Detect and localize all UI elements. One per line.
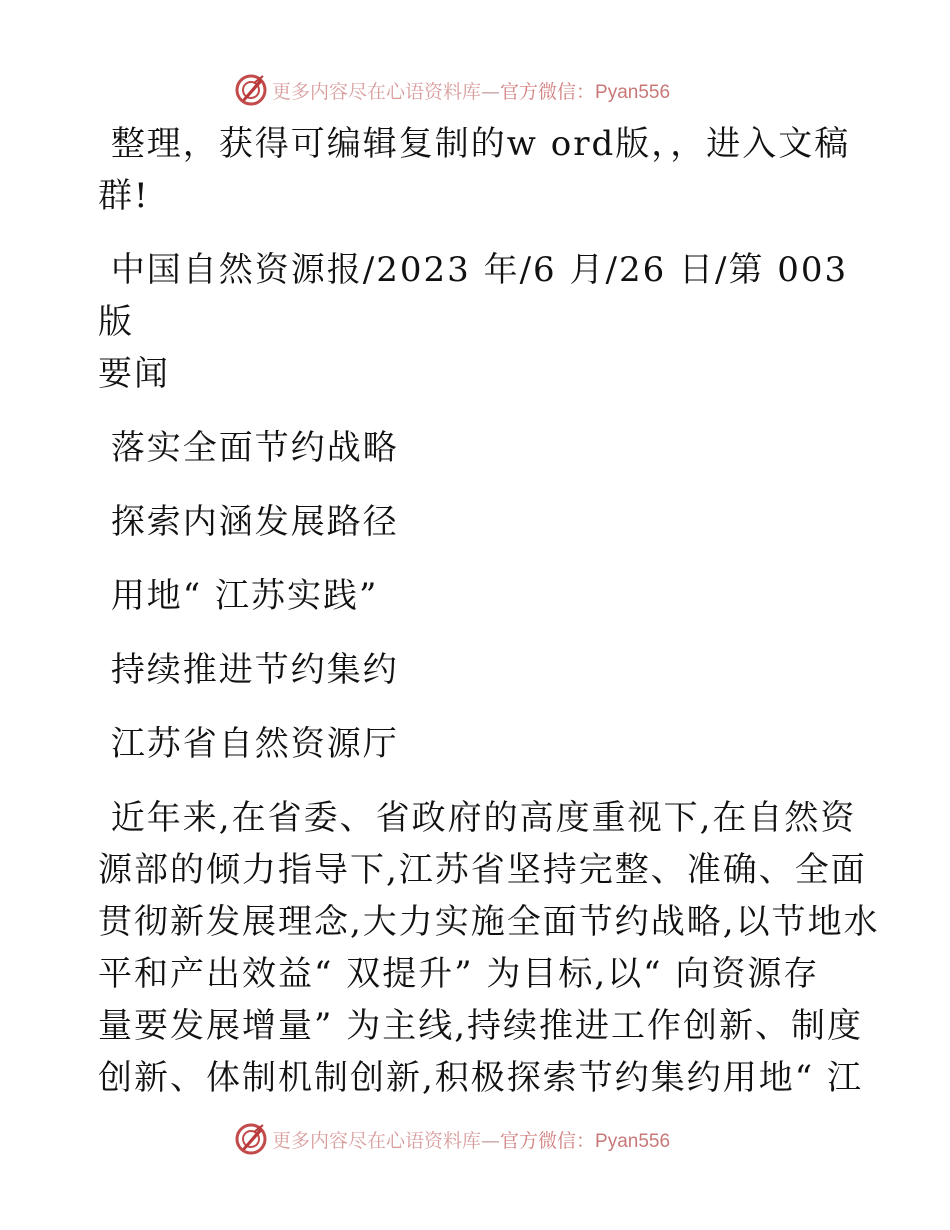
headline-4: 持续推进节约集约 <box>98 650 399 690</box>
intro-line-1: 整理，获得可编辑复制的w ord版，，进入文稿 <box>98 124 851 164</box>
document-body <box>98 118 880 1104</box>
watermark-wechat-label: 官方微信： <box>500 80 596 103</box>
watermark-wechat-id: Pyan556 <box>595 1130 671 1152</box>
body-line: 源部的倾力指导下,江苏省坚持完整、准确、全面 <box>98 850 867 890</box>
quill-logo-icon <box>234 73 268 107</box>
source-line-2: 要闻 <box>98 354 170 394</box>
body-line: 创新、体制机制创新,积极探索节约集约用地“ 江 <box>98 1058 863 1098</box>
watermark-separator: — <box>481 80 501 103</box>
body-line: 量要发展增量” 为主线,持续推进工作创新、制度 <box>98 1006 863 1046</box>
body-line: 平和产出效益“ 双提升” 为目标,以“ 向资源存 <box>98 954 820 994</box>
watermark-text <box>272 77 670 104</box>
watermark-wechat-id: Pyan556 <box>595 81 671 103</box>
watermark-main: 更多内容尽在心语资料库 <box>272 80 482 103</box>
body-paragraph <box>98 792 880 1104</box>
watermark-main: 更多内容尽在心语资料库 <box>272 1129 482 1152</box>
watermark-separator: — <box>481 1129 501 1152</box>
headline-3: 用地“ 江苏实践” <box>98 576 379 616</box>
header-watermark <box>234 72 714 108</box>
footer-watermark <box>234 1121 714 1157</box>
headline-2: 探索内涵发展路径 <box>98 502 399 542</box>
watermark-text <box>272 1126 670 1153</box>
headline-1: 落实全面节约战略 <box>98 428 399 468</box>
watermark-wechat-label: 官方微信： <box>500 1129 596 1152</box>
body-line: 贯彻新发展理念,大力实施全面节约战略,以节地水 <box>98 902 880 942</box>
source-line-1: 中国自然资源报/2023 年/6 月/26 日/第 003 版 <box>98 250 861 342</box>
body-line: 近年来,在省委、省政府的高度重视下,在自然资 <box>98 798 857 838</box>
quill-logo-icon <box>234 1122 268 1156</box>
author: 江苏省自然资源厅 <box>98 724 399 764</box>
intro-line-2: 群! <box>98 176 150 216</box>
